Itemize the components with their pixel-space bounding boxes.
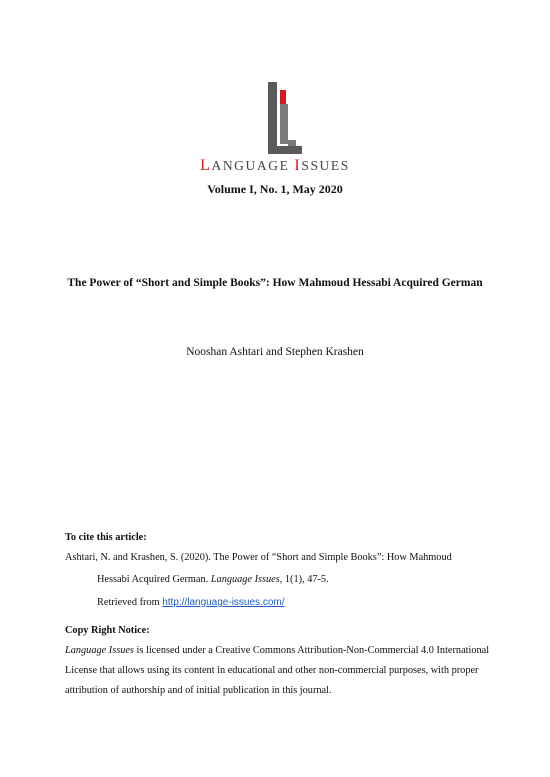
brand-letter-i: I (294, 157, 302, 174)
citation-heading: To cite this article: (65, 532, 147, 543)
copyright-text: is licensed under a Creative Commons Attribution-Non-Commercial 4.0 International License that allows using its content in educational and other non-commercial purposes, with proper attribution of authorship and of initial publication in this journal. (65, 645, 490, 696)
citation-line-2 (97, 570, 527, 590)
brand-text-1: ANGUAGE (211, 158, 295, 173)
ll-logo-icon (258, 80, 308, 156)
citation-url-link[interactable]: http://language-issues.com/ (162, 597, 285, 608)
volume-line: Volume I, No. 1, May 2020 (207, 182, 343, 196)
citation-retrieved-prefix: Retrieved from (97, 597, 160, 608)
article-authors: Nooshan Ashtari and Stephen Krashen (186, 346, 364, 358)
copyright-notice (65, 641, 495, 701)
copyright-heading: Copy Right Notice: (65, 625, 150, 636)
journal-brand-name (0, 157, 550, 175)
citation-line-1: Ashtari, N. and Krashen, S. (2020). The Power of “Short and Simple Books”: How Mahmoud (65, 552, 452, 563)
citation-line-3 (97, 593, 527, 613)
citation-line-2-prefix: Hessabi Acquired German. (97, 574, 209, 585)
article-title: The Power of “Short and Simple Books”: How Mahmoud Hessabi Acquired German (67, 277, 483, 289)
copyright-journal-name: Language Issues (65, 645, 134, 656)
citation-line-2-suffix: 1(1), 47-5. (284, 574, 329, 585)
brand-letter-l: L (200, 157, 212, 174)
brand-text-2: SSUES (301, 158, 350, 173)
citation-journal-name: Language Issues, (210, 574, 283, 585)
